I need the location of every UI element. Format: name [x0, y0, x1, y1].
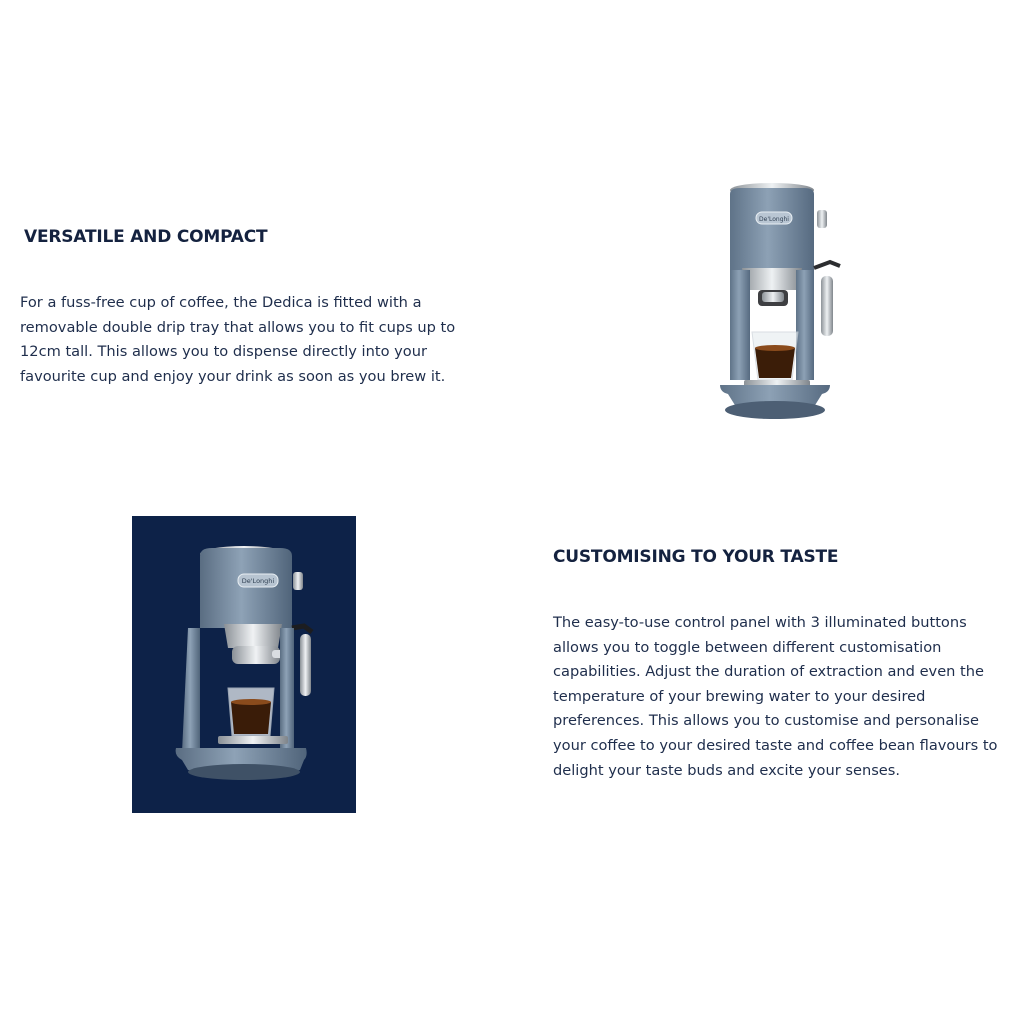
machine-logo-text: De'Longhi	[759, 216, 789, 223]
espresso-machine-image	[700, 180, 850, 430]
espresso-machine-dark-illustration	[132, 516, 356, 813]
espresso-machine-illustration	[700, 180, 850, 430]
section-heading-versatile: VERSATILE AND COMPACT	[24, 227, 268, 247]
section-body-customising: The easy-to-use control panel with 3 illuminated buttons allows you to toggle between different customisation capabilities. Adjust the duration of extraction and even the temperature of your brewing water to your desired preferences. This allows you to customise and personalise your coffee to your desired taste and coffee bean flavours to delight your taste buds and excite your senses.	[553, 614, 998, 779]
section-body-versatile: For a fuss-free cup of coffee, the Dedica is fitted with a removable double drip tray that allows you to fit cups up to 12cm tall. This allows you to dispense directly into your favourite cup and enjoy your drink as soon as you brew it.	[20, 294, 456, 385]
espresso-machine-dark-image	[132, 516, 356, 813]
section-heading-customising: CUSTOMISING TO YOUR TASTE	[553, 547, 839, 567]
machine-logo-text-dark: De'Longhi	[241, 577, 275, 585]
